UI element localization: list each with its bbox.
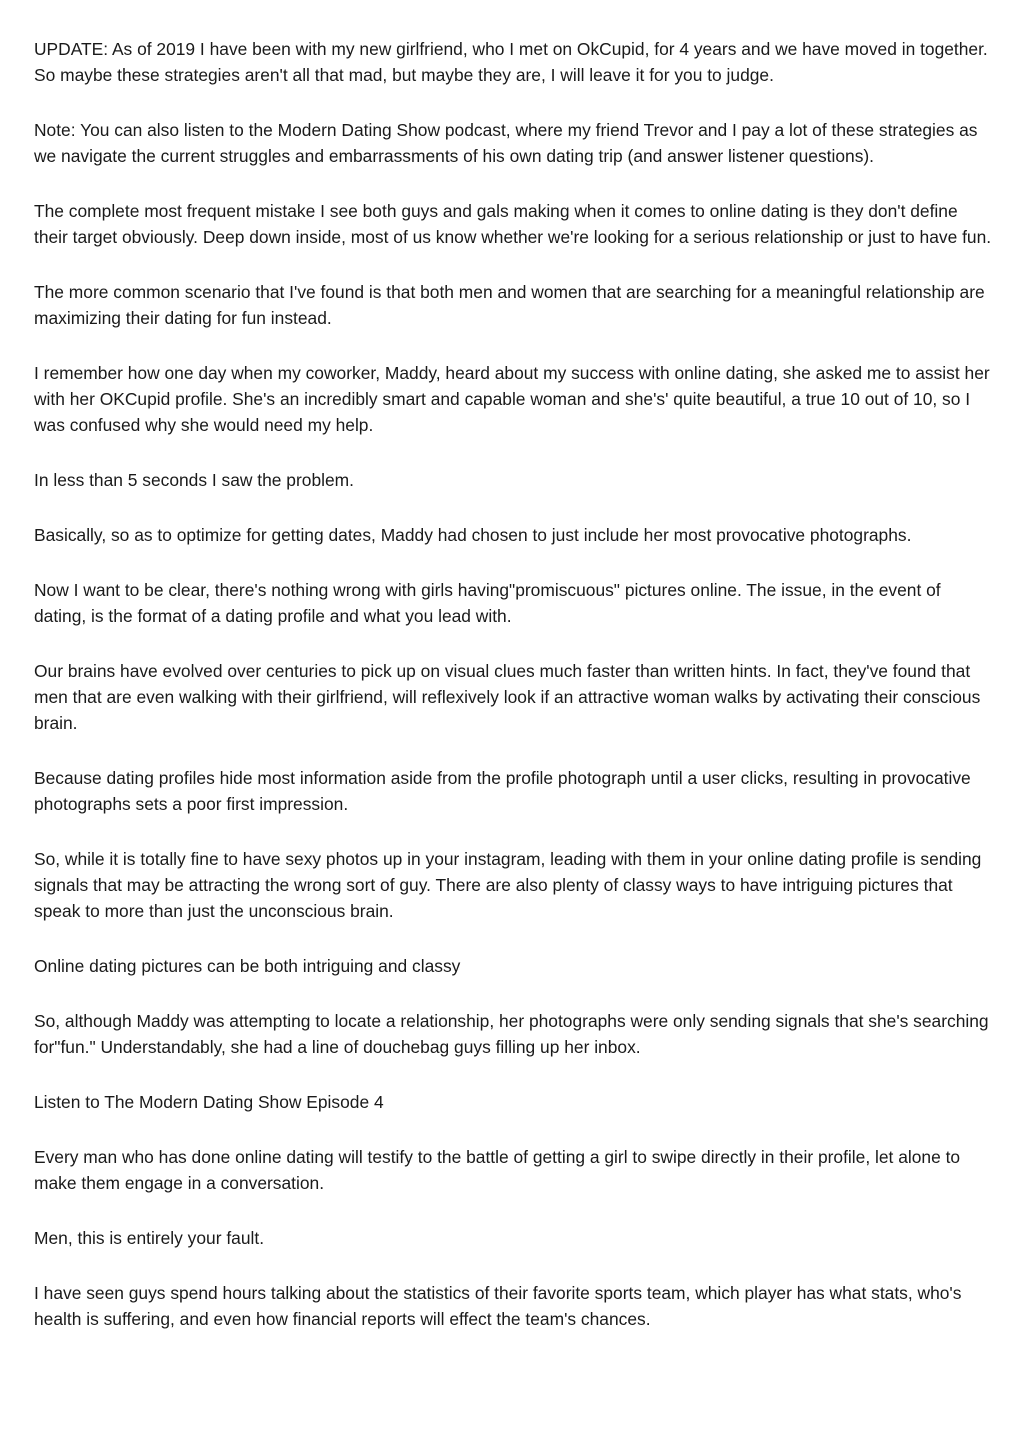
paragraph: In less than 5 seconds I saw the problem. [34,470,354,490]
paragraph-update: UPDATE: As of 2019 I have been with my new girlfriend, who I met on OkCupid, for 4 years and we have moved in together. So maybe these strategies aren't all that mad, but maybe they are, I will leave it for you to judge. [34,39,988,85]
paragraph: Our brains have evolved over centuries to pick up on visual clues much faster than written hints. In fact, they've found that men that are even walking with their girlfriend, will reflexively look if an attractive woman walks by activating their conscious brain. [34,661,981,733]
image-caption: Online dating pictures can be both intriguing and classy [34,956,461,976]
paragraph: So, although Maddy was attempting to locate a relationship, her photographs were only sending signals that she's searching for"fun." Understandably, she had a line of douchebag guys filling up her inbox. [34,1011,989,1057]
paragraph: So, while it is totally fine to have sexy photos up in your instagram, leading with them in your online dating profile is sending signals that may be attracting the wrong sort of guy. There are also plenty of classy ways to have intriguing pictures that speak to more than just the unconscious brain. [34,849,982,921]
podcast-episode-line: Listen to The Modern Dating Show Episode 4 [34,1092,384,1112]
paragraph-podcast-note: Note: You can also listen to the Modern Dating Show podcast, where my friend Trevor and I pay a lot of these strategies as we navigate the current struggles and embarrassments of his own dating trip (and answer listener questions). [34,120,978,166]
paragraph: The more common scenario that I've found is that both men and women that are searching for a meaningful relationship are maximizing their dating for fun instead. [34,282,985,328]
paragraph: Men, this is entirely your fault. [34,1228,265,1248]
paragraph: I remember how one day when my coworker, Maddy, heard about my success with online dating, she asked me to assist her with her OKCupid profile. She's an incredibly smart and capable woman and she's' quite beautiful, a true 10 out of 10, so I was confused why she would need my help. [34,363,990,435]
paragraph: The complete most frequent mistake I see both guys and gals making when it comes to online dating is they don't define their target obviously. Deep down inside, most of us know whether we're looking for a serious relationship or just to have fun. [34,201,992,247]
paragraph: Basically, so as to optimize for getting dates, Maddy had chosen to just include her most provocative photographs. [34,525,912,545]
paragraph: I have seen guys spend hours talking about the statistics of their favorite sports team, which player has what stats, who's health is suffering, and even how financial reports will effect the team's chances. [34,1283,962,1329]
paragraph: Every man who has done online dating will testify to the battle of getting a girl to swipe directly in their profile, let alone to make them engage in a conversation. [34,1147,961,1193]
article-body [34,36,994,1361]
paragraph: Now I want to be clear, there's nothing wrong with girls having"promiscuous" pictures online. The issue, in the event of dating, is the format of a dating profile and what you lead with. [34,580,941,626]
paragraph: Because dating profiles hide most information aside from the profile photograph until a user clicks, resulting in provocative photographs sets a poor first impression. [34,768,971,814]
